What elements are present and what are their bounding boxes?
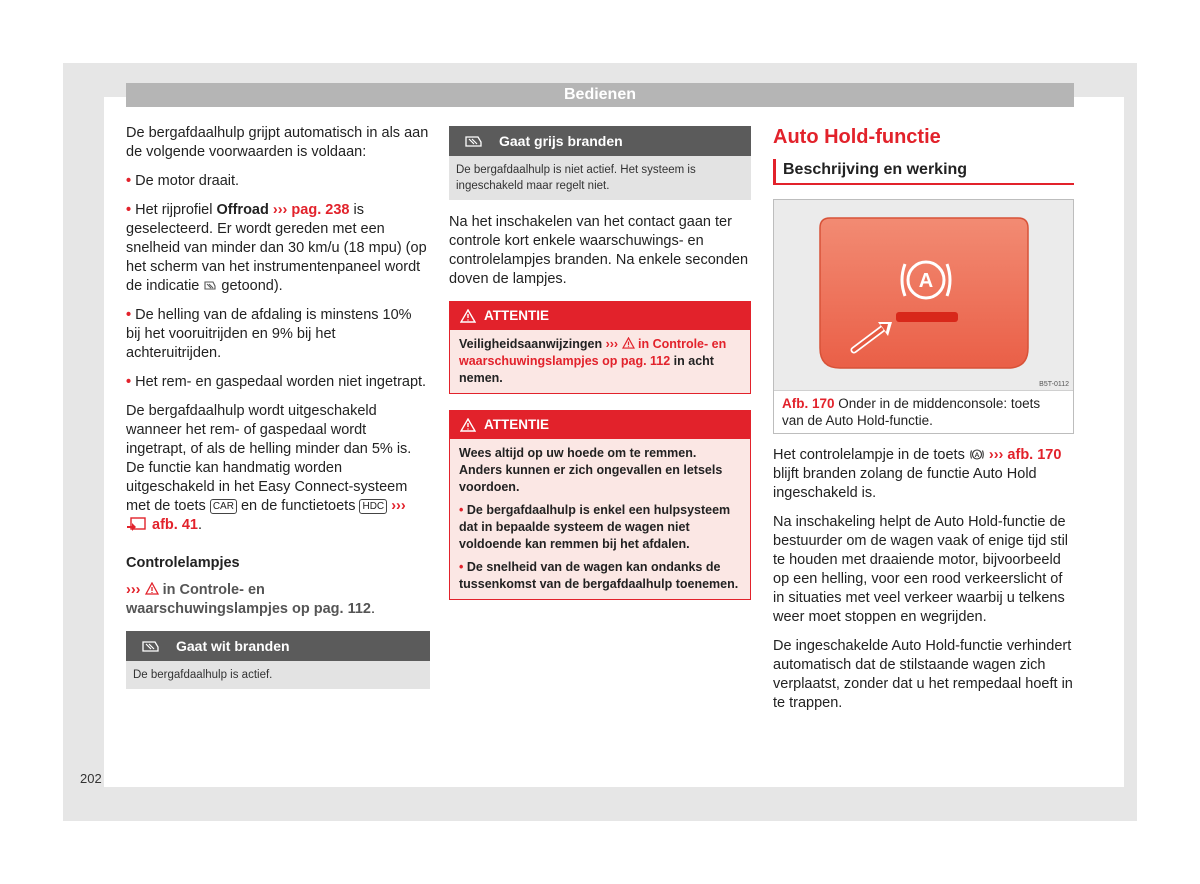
paragraph: Na het inschakelen van het contact gaan ter controle kort enkele waarschuwings- en controlelampjes branden. Na enkele seconden doven de lampjes. — [449, 214, 749, 287]
intro-text: De bergafdaalhulp grijpt automatisch in als aan de volgende voorwaarden is voldaan: — [126, 125, 429, 160]
column-left — [126, 124, 430, 689]
indicator-box-gray — [449, 126, 751, 200]
list-item: • De motor draait. — [126, 173, 240, 189]
attention-intro: Wees altijd op uw hoede om te remmen. Anders kunnen er zich ongevallen en letsels voordoen. — [459, 446, 723, 494]
paragraph: De bergafdaalhulp wordt uitgeschakeld wanneer het rem- of gaspedaal wordt ingetrapt, of als de helling minder dan 5% is. De functie kan handmatig worden uitgeschakeld in het Easy Connect-systeem met de toets CAR en de functietoets HDC ››› afb. 41. — [126, 403, 412, 533]
auto-hold-icon — [969, 448, 985, 461]
reference-link[interactable]: in Controle- en waarschuwingslampjes op pag. 112 — [126, 582, 371, 617]
indicator-box-white — [126, 631, 430, 689]
attention-box-2 — [449, 410, 751, 600]
box-text: De bergafdaalhulp is actief. — [126, 661, 430, 689]
attention-title: ATTENTIE — [484, 417, 549, 432]
section-subhead: Controlelampjes — [126, 555, 240, 571]
svg-text:A: A — [974, 452, 980, 459]
descent-control-icon — [141, 638, 161, 654]
box-title: Gaat wit branden — [176, 638, 290, 654]
auto-hold-button-illustration — [774, 200, 1073, 390]
box-title: Gaat grijs branden — [499, 133, 623, 149]
paragraph: Het controlelampje in de toets A ››› afb. 170 blijft branden zolang de functie Auto Hold ingeschakeld is. — [773, 447, 1062, 501]
list-item: • Het rijprofiel Offroad ››› pag. 238 is geselecteerd. Er wordt gereden met een snelheid van minder dan 30 km/u (18 mpu) (op het scherm van het instrumentenpaneel wordt de indicatie getoond). — [126, 202, 427, 294]
svg-text:A: A — [918, 270, 934, 292]
list-item: • De snelheid van de wagen kan ondanks de tussenkomst van de bergafdaalhulp toenemen. — [459, 560, 739, 591]
box-text: De bergafdaalhulp is niet actief. Het systeem is ingeschakeld maar regelt niet. — [449, 156, 751, 200]
page-number: 202 — [80, 771, 102, 786]
figure-ref-icon — [126, 517, 148, 531]
warning-icon — [460, 309, 476, 323]
figure-170 — [773, 199, 1074, 434]
section-title: Auto Hold-functie — [773, 126, 941, 148]
paragraph: Na inschakeling helpt de Auto Hold-functie de bestuurder om de wagen vaak of enige tijd stil te houden met draaiende motor, bijvoorbeeld op een helling, voor een rood verkeerslicht of in situaties met veel verkeer waarbij u telkens weer moet stoppen en wegrijden. — [773, 514, 1069, 625]
figure-link[interactable]: afb. 41 — [152, 517, 198, 533]
attention-box-1: ATTENTIE Veiligheidsaanwijzingen ››› in Controle- en waarschuwingslampjes op pag. 112 in acht nemen. — [449, 301, 751, 394]
warning-icon — [622, 337, 635, 349]
reference-line: ››› in Controle- en waarschuwingslampjes op pag. 112. — [126, 582, 376, 617]
chapter-header: Bedienen — [126, 83, 1074, 107]
figure-code: B5T-0112 — [1039, 381, 1069, 388]
list-item: • De helling van de afdaling is minstens 10% bij het vooruitrijden en 9% bij het achteruitrijden. — [126, 307, 412, 361]
descent-control-icon — [464, 133, 484, 149]
column-right — [773, 126, 1074, 723]
warning-icon — [460, 418, 476, 432]
reference-link[interactable]: in Controle- en waarschuwingslampjes op pag. 112 — [459, 337, 727, 368]
list-item: • Het rem- en gaspedaal worden niet ingetrapt. — [126, 374, 427, 390]
list-item: • De bergafdaalhulp is enkel een hulpsysteem dat in bepaalde systeem de wagen niet voldoende kan remmen bij het afdalen. — [459, 503, 731, 551]
warning-icon — [145, 582, 159, 595]
figure-label: Afb. 170 — [782, 396, 835, 411]
figure-link[interactable]: afb. 170 — [1007, 447, 1062, 463]
section-subtitle: Beschrijving en werking — [773, 159, 1074, 185]
descent-control-icon — [203, 279, 217, 292]
paragraph: De ingeschakelde Auto Hold-functie verhindert automatisch dat de stilstaande wagen zich verplaatst, zonder dat u het rempedaal hoeft in te trappen. — [773, 638, 1073, 711]
attention-title: ATTENTIE — [484, 308, 549, 323]
car-key-icon: CAR — [210, 499, 237, 514]
page-link[interactable]: pag. 238 — [291, 202, 350, 218]
hdc-key-icon: HDC — [359, 499, 387, 514]
column-middle — [449, 126, 751, 600]
figure-caption: Onder in de middenconsole: toets van de Auto Hold-functie. — [782, 396, 1041, 428]
